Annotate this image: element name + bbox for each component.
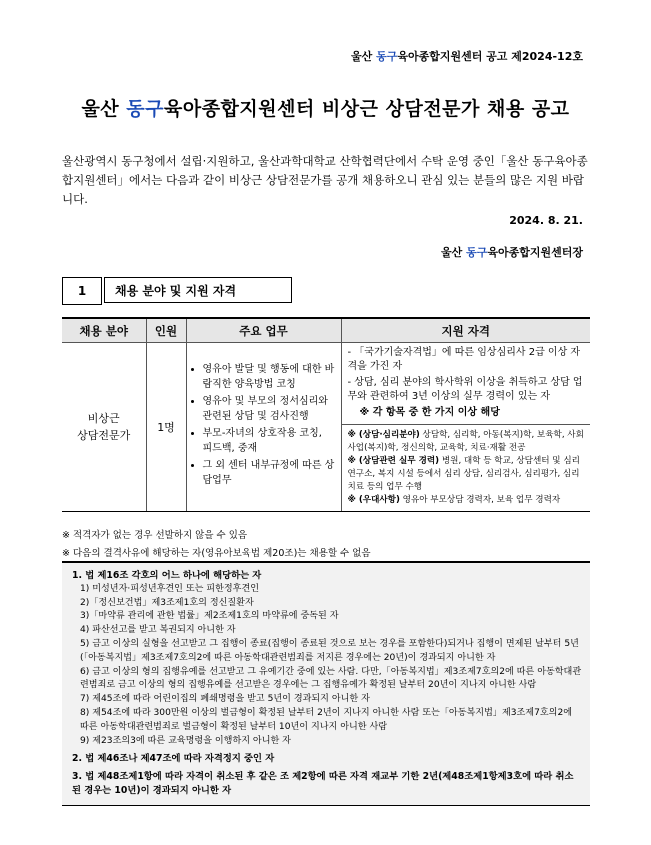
header-qualifications: 지원 자격 <box>341 318 590 343</box>
signer-suffix: 육아종합지원센터장 <box>487 246 583 259</box>
disqualification-heading: 1. 법 제16조 각호의 어느 하나에 해당하는 자 <box>72 570 262 581</box>
qual-detail <box>348 494 585 507</box>
disqualification-item: 2)「정신보건법」제3조제1호의 정신질환자 <box>80 597 254 608</box>
qual-detail <box>348 455 585 494</box>
title-highlight: 동구 <box>126 98 164 120</box>
qualification-item: - 상담, 심리 분야의 학사학위 이상을 취득하고 상담 업무와 관련하여 3년 이상의 실무 경력이 있는 자 <box>347 377 583 402</box>
announcement-date: 2024. 8. 21. <box>509 214 583 227</box>
notice-number <box>351 48 583 64</box>
duty-item: • 그 외 센터 내부규정에 따른 상담업무 <box>203 459 335 488</box>
section-number: 1 <box>62 277 102 305</box>
table-row <box>62 343 590 512</box>
notice-org-highlight: 동구 <box>376 50 398 63</box>
qualification-item: - 「국가기술자격법」에 따른 임상심리사 2급 이상 자격을 가진 자 <box>347 347 581 372</box>
notice-org-prefix: 울산 <box>350 50 377 63</box>
disqualification-item: 8) 제54조에 따라 300만원 이상의 벌금형이 확정된 날부터 2년이 지나지 아니한 사람 또는「아동복지법」제3조제7호의2에 따른 아동학대관련범죄로 벌금형이 확정된 날부터 10년이 지나지 아니한 사람 <box>80 707 573 732</box>
qualifications-main <box>342 343 591 425</box>
recruitment-table <box>62 317 590 512</box>
duties-cell <box>186 343 341 512</box>
disqualification-item: 3)「마약류 관리에 관한 법률」제2조제1호의 마약류에 중독된 자 <box>80 611 339 622</box>
disqualification-item: 4) 파산선고를 받고 복권되지 아니한 자 <box>80 625 236 636</box>
qual-detail-text: 상담학, 심리학, 아동(복지)학, 보육학, 사회사업(복지)학, 정신의학, 교육학, 치료·재활 전공 <box>347 430 584 453</box>
footnote: ※ 적격자가 없는 경우 선발하지 않을 수 있음 <box>62 530 248 541</box>
header-duties: 주요 업무 <box>186 318 341 343</box>
qual-detail-label: ※ (상담·심리분야) <box>347 430 420 440</box>
signer-highlight: 동구 <box>466 246 488 259</box>
signer <box>441 244 583 260</box>
signer-prefix: 울산 <box>441 246 467 259</box>
qualifications-details <box>342 425 591 511</box>
header-count: 인원 <box>146 318 186 343</box>
title-prefix: 울산 <box>81 98 127 120</box>
table-header-row <box>62 318 590 343</box>
field-cell <box>62 343 146 512</box>
disqualification-item: 6) 금고 이상의 형의 집행유예를 선고받고 그 유예기간 중에 있는 사람. 다만,「아동복지법」제3조제7호의2에 따른 아동학대관련범죄로 금고 이상의 형의 집행유예를 선고받은 경우에는 그 집행유예가 확정된 날부터 20년이 지나지 아니한 사람 <box>80 666 582 691</box>
count-cell: 1명 <box>146 343 186 512</box>
disqualification-item: 9) 제23조의3에 따른 교육명령을 이행하지 아니한 자 <box>80 735 291 746</box>
footnote: ※ 다음의 결격사유에 해당하는 자(영유아보육법 제20조)는 채용할 수 없음 <box>62 548 371 559</box>
disqualification-item: 7) 제45조에 따라 어린이집의 폐쇄명령을 받고 5년이 경과되지 아니한 자 <box>80 694 370 705</box>
intro-paragraph: 울산광역시 동구청에서 설립·지원하고, 울산과학대학교 산학협력단에서 수탁 운영 중인「울산 동구육아종합지원센터」에서는 다음과 같이 비상근 상담전문가를 공개 채용하오니 관심 있는 분들의 많은 지원 바랍니다. <box>62 154 588 206</box>
title-suffix: 육아종합지원센터 비상근 상담전문가 채용 공고 <box>164 98 570 120</box>
qual-detail <box>348 429 585 455</box>
qual-detail-label: ※ (상담관련 실무 경력) <box>347 456 440 466</box>
field-line-2: 상담전문가 <box>77 429 131 442</box>
qual-detail-text: 영유아 부모상담 경력자, 보육 업무 경력자 <box>399 495 561 505</box>
qual-detail-text: 병원, 대학 등 학교, 상담센터 및 심리 연구소, 복지 시설 등에서 심리 상담, 심리검사, 심리평가, 심리치료 등의 업무 수행 <box>347 456 580 492</box>
qualifications-cell <box>341 343 590 512</box>
qualification-note: ※ 각 항목 중 한 가지 이상 해당 <box>359 407 500 418</box>
qual-detail-label: ※ (우대사항) <box>347 495 400 505</box>
duty-item: • 부모-자녀의 상호작용 코칭, 피드백, 중재 <box>203 427 335 456</box>
field-line-1: 비상근 <box>87 412 120 425</box>
disqualification-item: 5) 금고 이상의 실형을 선고받고 그 집행이 종료(집행이 종료된 것으로 보는 경우를 포함한다)되거나 집행이 면제된 날부터 5년(「아동복지법」제3조제7호의2에 따른 아동학대관련범죄를 저지른 경우에는 20년)이 경과되지 아니한 자 <box>80 638 579 663</box>
duty-item: • 영유아 발달 및 행동에 대한 바람직한 양육방법 코칭 <box>203 363 335 392</box>
disqualification-heading: 2. 법 제46조나 제47조에 따라 자격정지 중인 자 <box>72 753 275 765</box>
disqualification-heading: 3. 법 제48조제1항에 따라 자격이 취소된 후 같은 조 제2항에 따른 자격 재교부 기한 2년(제48조제1항제3호에 따라 취소된 경우는 10년)이 경과되지 아니한 자 <box>72 771 574 796</box>
section-title: 채용 분야 및 지원 자격 <box>104 277 292 303</box>
document-title <box>0 94 651 121</box>
disqualification-box <box>62 561 590 806</box>
disqualification-item: 1) 미성년자·피성년후견인 또는 피한정후견인 <box>80 583 260 594</box>
header-field: 채용 분야 <box>62 318 146 343</box>
duties-list <box>187 363 341 488</box>
duty-item: • 영유아 및 부모의 정서심리와 관련된 상담 및 검사진행 <box>203 395 335 424</box>
notice-org-suffix: 육아종합지원센터 공고 제2024-12호 <box>397 50 583 63</box>
